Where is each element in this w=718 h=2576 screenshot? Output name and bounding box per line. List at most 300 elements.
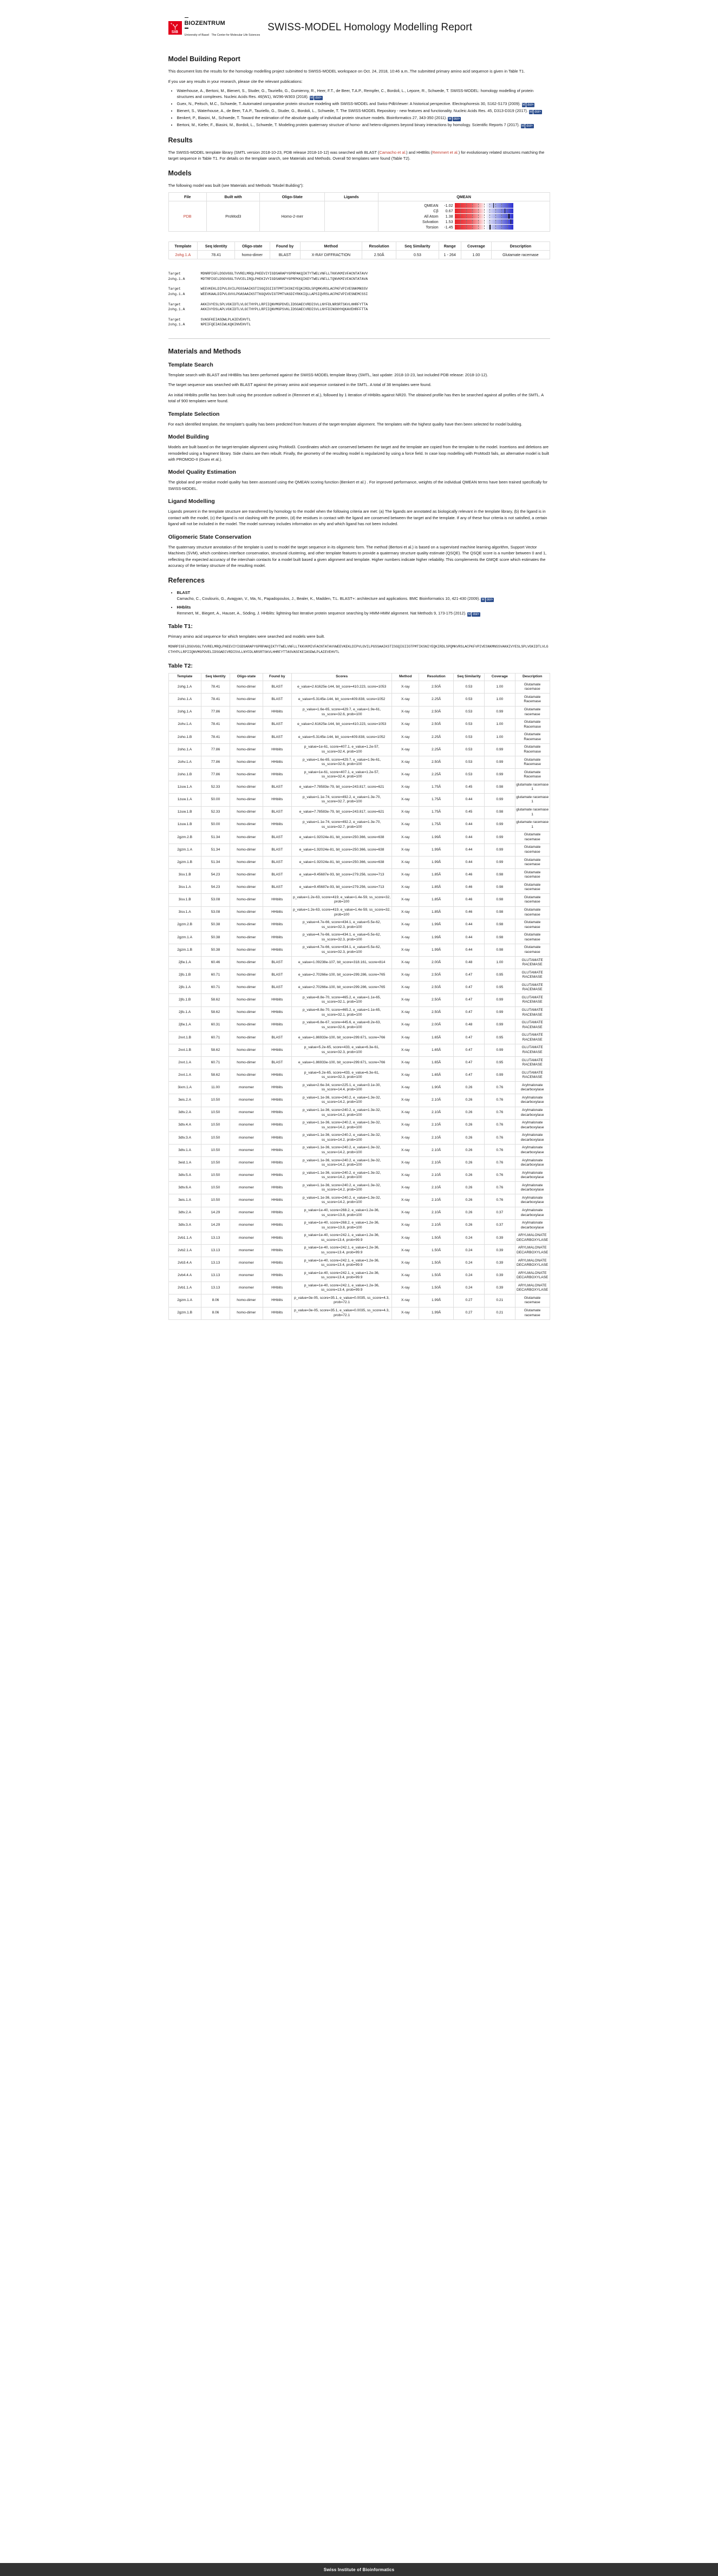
link-remmert[interactable]: Remmert et al. [432, 149, 459, 155]
cell-template-id[interactable]: 2oho.1.B [168, 769, 201, 781]
doi-badge[interactable]: M doi> [468, 612, 479, 616]
qmean-row [415, 225, 513, 230]
qmean-tick [466, 228, 467, 230]
methods-subsection-title: Ligand Modelling [168, 498, 215, 505]
cell-template-id[interactable]: 2oho.1.A [168, 743, 201, 756]
cell-oligo-state: homo-dimer [230, 731, 263, 743]
university-line: University of Basel [184, 33, 210, 37]
cell-seq-identity: 11.00 [201, 1082, 230, 1094]
qmean-tick [489, 220, 490, 221]
cell-template-id[interactable]: 1zuw.1.A [168, 781, 201, 794]
cell-template-id[interactable]: 2vb3.4.A [168, 1257, 201, 1270]
models-table-header-row [168, 193, 550, 201]
cell-found-by: BLAST [263, 982, 292, 994]
cell-template-id[interactable]: 3dtv.1.A [168, 1144, 201, 1156]
cell-scores: e_value=7.78583e-79, bit_score=243.817, score=621 [292, 806, 392, 819]
qmean-tick [489, 217, 490, 219]
alignment-sequence: MDTRPIGFLDSGVGGLTVVCELIRQLPHEKIVYIGDSARAPYGPRPKKQIKEYTWELVNFLLTQNVKMIVFACNTATAVA [200, 277, 368, 281]
cell-coverage: 0.76 [484, 1157, 515, 1169]
cell-resolution: 1.50Å [419, 1232, 454, 1244]
cell-seq-identity: 13.13 [201, 1257, 230, 1270]
qmean-term-value: 1.53 [445, 219, 453, 225]
templates-table-t2 [168, 673, 550, 1320]
qmean-tick [472, 220, 473, 221]
cell-coverage: 0.98 [484, 806, 515, 819]
cell-description: ARYLMALONATE DECARBOXYLASE [515, 1257, 550, 1270]
qmean-tick [507, 220, 508, 221]
qmean-bar-group [380, 203, 549, 230]
cell-seq-similarity: 0.26 [453, 1119, 484, 1132]
cell-coverage: 0.98 [484, 894, 515, 906]
cell-coverage: 0.98 [484, 881, 515, 894]
col-resolution: Resolution [419, 673, 454, 681]
cell-found-by: BLAST [263, 731, 292, 743]
cell-template-id[interactable]: 2vvt.1.B [168, 1031, 201, 1044]
references-list [168, 590, 550, 617]
citation-text: Benkert, P., Biasini, M., Schwede, T. Toward the estimation of the absolute quality of individual protein structure models. Bioinformatics 27, 343-350 (2011). [177, 115, 447, 121]
models-table-row [168, 201, 550, 232]
t2-row [168, 706, 550, 718]
methods-paragraph: Models are built based on the target-template alignment using ProMod3. Coordinates which are conserved between the target and the template are copied from the template to the model. Insertions and deletions are remodelled using a fragment library. Side chains are then rebuilt. Finally, the geometry of the resulting model is regularized by using a force field. In case loop modelling with ProMod3 fails, an alternative model is built with PROMOD-II (Guex et al.). [168, 444, 549, 462]
qmean-tick [466, 214, 467, 216]
t2-row [168, 957, 550, 969]
alignment-sequence: WEEVKEKLDIPVLGVILPGSSAAIKSTISGQIGIIGTPMTIKSNIYEQKIRDLSPQMKVRSLACPKFVPIVESNKMNSSV [200, 287, 368, 291]
cell-oligo-state: homo-dimer [230, 706, 263, 718]
cell-resolution: 1.99Å [419, 919, 454, 931]
cell-oligo-state: homo-dimer [230, 1307, 263, 1319]
cell-seq-identity: 60.46 [201, 957, 230, 969]
cell-template-id[interactable]: 2jfo.1.A [168, 1006, 201, 1019]
cell-scores: e_value=2.70266e-100, bit_score=299.286, score=765 [292, 982, 392, 994]
methods-paragraph: Ligands present in the template structure are transferred by homology to the model when the following criteria are met: (a) The ligands are annotated as biologically relevant in the template library, (b) the ligand is in contact with the model, (c) the ligand is not clashing with the protein, (d) the residues in contact with the ligand are conserved between the target and the template. If any of these four criteria is not satisfied, a certain ligand will not be included in the model. The model summary includes information on why and which ligand has not been included. [168, 509, 547, 527]
cell-seq-identity: 50.00 [201, 794, 230, 806]
cell-description: Arylmalonate decarboxylase [515, 1144, 550, 1156]
qmean-tick [478, 225, 479, 227]
doi-badge[interactable]: M doi> [448, 117, 460, 121]
cell-coverage: 1.00 [484, 681, 515, 694]
t2-row [168, 1019, 550, 1031]
cell-template-id[interactable]: 3dtv.6.A [168, 1182, 201, 1194]
selected-template-table [168, 241, 550, 259]
alignment-sequence: SVASFKEIASDWLPLAIEVEHVTL [200, 317, 251, 322]
t2-row [168, 857, 550, 869]
col-ligands: Ligands [325, 193, 378, 201]
qmean-tick [460, 209, 461, 211]
doi-badge[interactable]: M doi> [522, 103, 534, 107]
cell-resolution: 1.99Å [419, 1294, 454, 1307]
cell-description: GLUTAMATE RACEMASE [515, 1031, 550, 1044]
qmean-tick [489, 214, 490, 216]
cell-description: Arylmalonate decarboxylase [515, 1119, 550, 1132]
citation-item [177, 101, 550, 108]
cell-seq-similarity: 0.53 [453, 756, 484, 769]
qmean-tick [507, 212, 508, 213]
cell-oligo-state: homo-dimer [230, 1294, 263, 1307]
cell-resolution: 2.25Å [419, 743, 454, 756]
cell-template-id[interactable]: 3dtv.3.A [168, 1132, 201, 1144]
cell-found-by: HHblits [263, 906, 292, 919]
cell-method: X-ray [392, 1257, 419, 1270]
cell-oligo-state: homo-dimer [230, 982, 263, 994]
qmean-term-label: Torsion [426, 225, 439, 230]
cross-icon: + [170, 22, 173, 26]
cell-template-id[interactable]: 3dtv.2.A [168, 1107, 201, 1119]
cell-method: X-ray [392, 1169, 419, 1182]
cell-template-id[interactable]: 2vvt.1.B [168, 1044, 201, 1056]
cell-seq-similarity: 0.44 [453, 794, 484, 806]
cell-seq-similarity: 0.53 [453, 681, 484, 694]
cell-description: GLUTAMATE RACEMASE [515, 982, 550, 994]
reference-name: BLAST [177, 590, 191, 595]
cell-template-id[interactable]: 2oho.1.A [168, 694, 201, 706]
cell-template-id[interactable]: 3isv.1.B [168, 869, 201, 881]
cell-resolution: 1.85Å [419, 869, 454, 881]
t2-row [168, 681, 550, 694]
cell-scores: e_value=1.09238e-107, bit_score=318.161, score=814 [292, 957, 392, 969]
cell-description: Glutamate racemase [492, 251, 550, 259]
cell-coverage: 0.98 [484, 919, 515, 931]
cell-resolution: 1.75Å [419, 794, 454, 806]
t2-row [168, 1194, 550, 1207]
cell-description: glutamate racemase 1 [515, 794, 550, 806]
cell-method: X-ray [392, 944, 419, 956]
cell-template-id[interactable]: 2gzm.2.B [168, 831, 201, 844]
t2-row [168, 1232, 550, 1244]
cell-template-id[interactable]: 2oho.1.B [168, 731, 201, 743]
cell-template-id[interactable]: 3eis.2.A [168, 1094, 201, 1107]
cell-coverage: 0.39 [484, 1270, 515, 1282]
cell-method: X-ray [392, 1031, 419, 1044]
cell-template-id[interactable]: 2vb1.1.A [168, 1282, 201, 1294]
cell-range: 1 - 264 [439, 251, 461, 259]
cell-template-id[interactable]: 2gzm.1.A [168, 1294, 201, 1307]
primary-sequence: MDNRPIGFLDSGVGGLTVVRELMRQLPHEEVIYIGDSARAPYGPRPAKQIKTYTWELVNFLLTKKVKMIVFACNTATAVVWEEVKEKLDIPVLGVILPGSSAAIKSTISGQIGIIGTPMTIKSNIYEQKIRDLSPQMKVRSLACPKFVPIVESNKMNSSVAKKIVYESLSPLVGKIDTLVLGCTHYPLLRPIIQNVMGPDVELIDSGAECVRDISVLLNYFDLNRSRTSKVLHHRFYTTASVASFKEIASDWLPLAIEVEHVTL [168, 644, 549, 654]
cell-template-id[interactable]: 2jfw.1.A [168, 1019, 201, 1031]
cell-template-id[interactable]: 2ohv.1.A [168, 718, 201, 731]
cell-method: X-ray [392, 857, 419, 869]
cell-template-id[interactable]: 3isv.1.B [168, 894, 201, 906]
cell-scores: p_value=4.7e-66, score=434.1, e_value=5.5e-62, ss_score=32.3, prob=100 [292, 931, 392, 944]
cell-found-by: HHblits [263, 1169, 292, 1182]
alignment-row-label: 2ohg.1.A [168, 292, 185, 296]
cell-coverage: 0.21 [484, 1307, 515, 1319]
cell-oligo-state: homo-dimer [230, 969, 263, 982]
cell-found-by: BLAST [263, 969, 292, 982]
center-line: The Center for Molecular Life Sciences [211, 33, 260, 37]
cell-template-id[interactable]: 3isv.1.A [168, 881, 201, 894]
cell-oligo-state: homo-dimer [230, 819, 263, 831]
qmean-tick [466, 217, 467, 219]
cell-template-id[interactable]: 2ohg.1.A [168, 706, 201, 718]
t2-row [168, 1169, 550, 1182]
qmean-tick [501, 228, 502, 230]
template-table-body [168, 251, 550, 259]
cell-template-id[interactable]: 3ixm.1.A [168, 1082, 201, 1094]
alignment-target-line [168, 317, 550, 323]
methods-paragraph: For each identified template, the template's quality has been predicted from features of the target-template alignment. The templates with the highest quality have then been selected for model building. [168, 421, 523, 427]
cell-seq-identity: 77.86 [201, 756, 230, 769]
cell-found-by: BLAST [263, 1057, 292, 1069]
cell-found-by: HHblits [263, 1144, 292, 1156]
alignment-row-label: Target [168, 287, 181, 291]
cell-coverage: 0.98 [484, 944, 515, 956]
cell-template-id[interactable]: 1zuw.1.B [168, 819, 201, 831]
cell-seq-similarity: 0.26 [453, 1194, 484, 1207]
cell-template-id[interactable]: 2jfo.1.B [168, 969, 201, 982]
cell-description: Arylmalonate decarboxylase [515, 1132, 550, 1144]
model-file-link[interactable]: PDB [168, 201, 206, 232]
cell-seq-identity: 50.38 [201, 919, 230, 931]
link-camacho[interactable]: Camacho et al. [379, 149, 407, 155]
t2-row [168, 1157, 550, 1169]
cell-coverage: 0.37 [484, 1219, 515, 1232]
cell-coverage: 0.99 [484, 1019, 515, 1031]
cell-seq-identity: 10.50 [201, 1132, 230, 1144]
cell-description: Glutamate racemase [515, 894, 550, 906]
cell-seq-similarity: 0.48 [453, 957, 484, 969]
doi-badge[interactable]: M doi> [521, 125, 533, 128]
footer-text: Swiss Institute of Bioinformatics [323, 2567, 395, 2572]
cell-oligo-state: homo-dimer [230, 1057, 263, 1069]
cell-method: X-ray [392, 1082, 419, 1094]
qmean-tick [495, 228, 496, 230]
t2-row [168, 1282, 550, 1294]
qmean-tick [478, 206, 479, 208]
t2-row [168, 694, 550, 706]
cell-found-by: BLAST [263, 694, 292, 706]
report-intro: This document lists the results for the homology modelling project submitted to SWISS-MODEL workspace on Oct. 24, 2018, 10:46 a.m..The submitted primary amino acid sequence is given in Table T1. [168, 69, 525, 74]
qmean-gradient-bar [455, 219, 513, 224]
qmean-tick [501, 212, 502, 213]
t2-row [168, 919, 550, 931]
cell-method: X-ray [392, 969, 419, 982]
t2-row [168, 731, 550, 743]
citation-list [168, 88, 550, 129]
qmean-tick [466, 206, 467, 208]
cell-description: glutamate racemase 1 [515, 819, 550, 831]
cell-found-by: HHblits [263, 1182, 292, 1194]
cell-template-id[interactable]: 2gzm.1.B [168, 944, 201, 956]
biozentrum-wordmark [185, 17, 260, 38]
cell-template-id[interactable]: 3eid.1.A [168, 1157, 201, 1169]
qmean-gradient-bar [455, 225, 513, 230]
cell-found-by: HHblits [263, 944, 292, 956]
cell-resolution: 2.50Å [419, 706, 454, 718]
cell-seq-similarity: 0.46 [453, 881, 484, 894]
qmean-tick [478, 220, 479, 221]
cell-template-id[interactable]: 3dtv.5.A [168, 1169, 201, 1182]
cell-oligo-state: homo-dimer [230, 844, 263, 856]
section-results: Results [168, 136, 193, 144]
qmean-tick [501, 225, 502, 227]
cell-seq-identity: 13.13 [201, 1270, 230, 1282]
t2-row [168, 756, 550, 769]
methods-subsection-title: Template Selection [168, 410, 220, 417]
cell-seq-identity: 51.34 [201, 844, 230, 856]
qmean-tick [507, 228, 508, 230]
cell-description: Glutamate racemase [515, 681, 550, 694]
model-qmean-cell [378, 201, 550, 232]
cell-coverage: 0.95 [484, 1057, 515, 1069]
cell-template-id[interactable]: 2vb4.4.A [168, 1270, 201, 1282]
qmean-tick [460, 228, 461, 230]
cell-template-id[interactable]: 2vvt.1.A [168, 1069, 201, 1082]
cell-oligo-state: homo-dimer [230, 919, 263, 931]
cell-seq-similarity: 0.26 [453, 1107, 484, 1119]
cell-coverage: 0.95 [484, 969, 515, 982]
cell-seq-similarity: 0.26 [453, 1207, 484, 1219]
alignment-row-label: 2ohg.1.A [168, 277, 185, 281]
cell-method: X-ray [392, 769, 419, 781]
qmean-tick [484, 209, 485, 211]
cell-seq-identity: 10.50 [201, 1182, 230, 1194]
cell-scores: p_value=1e-40, score=268.2, e_value=1.2e-36, ss_score=13.8, prob=100 [292, 1207, 392, 1219]
cell-template-id[interactable]: 1zuw.1.B [168, 806, 201, 819]
cell-found-by: HHblits [263, 1282, 292, 1294]
cell-seq-identity: 10.50 [201, 1194, 230, 1207]
cell-scores: p_value=1.2e-63, score=419, e_value=1.4e-59, ss_score=32, prob=100 [292, 906, 392, 919]
cell-scores: p_value=1e-61, score=407.1, e_value=1.2e-57, ss_score=32.4, prob=100 [292, 743, 392, 756]
cell-template-id[interactable]: 2vb2.1.A [168, 1244, 201, 1257]
qmean-tick [472, 204, 473, 205]
cell-scores: e_value=2.61625e-144, bit_score=410.223, score=1053 [292, 681, 392, 694]
cell-template-id[interactable]: 2gzm.1.B [168, 1307, 201, 1319]
col-oligo-state: Oligo-state [230, 673, 263, 681]
cell-seq-identity: 14.29 [201, 1219, 230, 1232]
cell-oligo-state: homo-dimer [230, 1044, 263, 1056]
cell-seq-similarity: 0.47 [453, 1069, 484, 1082]
cell-found-by: HHblits [263, 1257, 292, 1270]
cell-oligo-state: monomer [230, 1132, 263, 1144]
cell-method: X-ray [392, 1182, 419, 1194]
t2-row [168, 769, 550, 781]
cell-template-id[interactable]: 2jfo.1.A [168, 982, 201, 994]
doi-badge[interactable]: M doi> [481, 598, 493, 601]
cell-template-id[interactable]: 2ohg.1.A [168, 251, 198, 259]
alignment-sequence: NPEIFQEIASIWLKQKINVEHVTL [200, 323, 251, 327]
reference-name: HHblits [177, 604, 191, 610]
cell-coverage: 0.98 [484, 906, 515, 919]
qmean-tick [495, 225, 496, 227]
cell-scores: p_value=1.1e-74, score=492.2, e_value=1.3e-70, ss_score=32.7, prob=100 [292, 819, 392, 831]
cell-description: Glutamate racemase [515, 844, 550, 856]
cell-seq-similarity: 0.47 [453, 982, 484, 994]
cell-template-id[interactable]: 2gzm.2.B [168, 919, 201, 931]
cell-method: X-ray [392, 706, 419, 718]
cell-template-id[interactable]: 2jfw.1.A [168, 957, 201, 969]
models-table [168, 192, 550, 232]
doi-badge[interactable]: M doi> [529, 110, 541, 114]
cell-template-id[interactable]: 3dtv.3.A [168, 1219, 201, 1232]
cell-description: GLUTAMATE RACEMASE [515, 969, 550, 982]
cell-method: X-ray [392, 1294, 419, 1307]
qmean-tick [489, 212, 490, 213]
model-oligo-state: Homo-2-mer [260, 201, 325, 232]
t2-row [168, 1207, 550, 1219]
cell-found-by: BLAST [263, 1031, 292, 1044]
t2-header-row [168, 673, 550, 681]
col-seq-similarity: Seq Similarity [396, 242, 439, 251]
cell-seq-identity: 10.50 [201, 1169, 230, 1182]
cell-found-by: HHblits [263, 1194, 292, 1207]
cell-resolution: 2.25Å [419, 769, 454, 781]
qmean-tick [460, 214, 461, 216]
cell-template-id[interactable]: 2vb1.1.A [168, 1232, 201, 1244]
cell-seq-similarity: 0.24 [453, 1257, 484, 1270]
qmean-tick [484, 228, 485, 230]
sib-logo-icon [168, 21, 182, 35]
cell-coverage: 0.99 [484, 994, 515, 1006]
cell-oligo-state: homo-dimer [230, 743, 263, 756]
cell-template-id[interactable]: 2vvt.1.A [168, 1057, 201, 1069]
cell-description: GLUTAMATE RACEMASE [515, 1019, 550, 1031]
cell-template-id[interactable]: 3eis.1.A [168, 1194, 201, 1207]
cell-template-id[interactable]: 2ohv.1.A [168, 756, 201, 769]
cell-resolution: 1.75Å [419, 781, 454, 794]
qmean-tick [501, 223, 502, 224]
t2-row [168, 994, 550, 1006]
t2-row [168, 944, 550, 956]
alignment-target-line [168, 286, 550, 292]
cell-template-id[interactable]: 3dtv.4.A [168, 1119, 201, 1132]
cell-oligo-state: monomer [230, 1107, 263, 1119]
cell-seq-similarity: 0.47 [453, 1031, 484, 1044]
doi-badge[interactable]: M doi> [310, 96, 322, 100]
cell-oligo-state: homo-dimer [230, 857, 263, 869]
methods-paragraph: Template search with BLAST and HHBlits has been performed against the SWISS-MODEL template library (SMTL, last update: 2018-10-23, last included PDB release: 2018-10-12). [168, 372, 488, 377]
cell-resolution: 2.50Å [419, 681, 454, 694]
cell-scores: e_value=9.45687e-93, bit_score=279.256, score=713 [292, 881, 392, 894]
cell-template-id[interactable]: 2gzm.1.B [168, 857, 201, 869]
cell-template-id[interactable]: 2ohg.1.A [168, 681, 201, 694]
cell-found-by: BLAST [263, 957, 292, 969]
qmean-tick [460, 223, 461, 224]
qmean-marker [493, 203, 494, 208]
methods-subsection-title: Model Building [168, 434, 209, 441]
cell-found-by: BLAST [263, 781, 292, 794]
qmean-tick [495, 214, 496, 216]
alignment-sequence: AKKIVYESLSPLVGKIDTLVLGCTHYPLLRPIIQNVMGPDVELIDSGAECVRDISVLLNYFDLNRSRTSKVLHHRFYTTA [200, 302, 368, 306]
cell-scores: p_value=1.1e-36, score=240.2, e_value=1.3e-32, ss_score=14.2, prob=100 [292, 1169, 392, 1182]
qmean-tick [472, 212, 473, 213]
t2-body [168, 681, 550, 1319]
t2-row [168, 1132, 550, 1144]
cell-template-id[interactable]: 3isv.1.A [168, 906, 201, 919]
cell-oligo-state: homo-dimer [230, 694, 263, 706]
cell-oligo-state: homo-dimer [230, 894, 263, 906]
cell-found-by: BLAST [263, 844, 292, 856]
cell-template-id[interactable]: 2jfo.1.B [168, 994, 201, 1006]
alignment-block [168, 317, 550, 328]
cell-scores: p_value=1.1e-36, score=240.2, e_value=1.3e-32, ss_score=14.2, prob=100 [292, 1157, 392, 1169]
cell-template-id[interactable]: 1zuw.1.A [168, 794, 201, 806]
cell-scores: p_value=1.6e-65, score=429.7, e_value=1.9e-61, ss_score=32.6, prob=100 [292, 756, 392, 769]
cell-description: ARYLMALONATE DECARBOXYLASE [515, 1232, 550, 1244]
cell-seq-identity: 14.29 [201, 1207, 230, 1219]
cell-template-id[interactable]: 2gzm.1.A [168, 844, 201, 856]
t2-row [168, 1144, 550, 1156]
citation-item [177, 108, 550, 115]
cell-oligo-state: homo-dimer [230, 794, 263, 806]
cell-resolution: 2.10Å [419, 1157, 454, 1169]
cell-template-id[interactable]: 3dtv.2.A [168, 1207, 201, 1219]
cell-seq-identity: 78.41 [201, 718, 230, 731]
alignment-target-line [168, 271, 550, 277]
cell-method: X-ray [392, 731, 419, 743]
cell-template-id[interactable]: 2gzm.1.A [168, 931, 201, 944]
cell-oligo-state: homo-dimer [230, 756, 263, 769]
cell-oligo-state: homo-dimer [230, 869, 263, 881]
